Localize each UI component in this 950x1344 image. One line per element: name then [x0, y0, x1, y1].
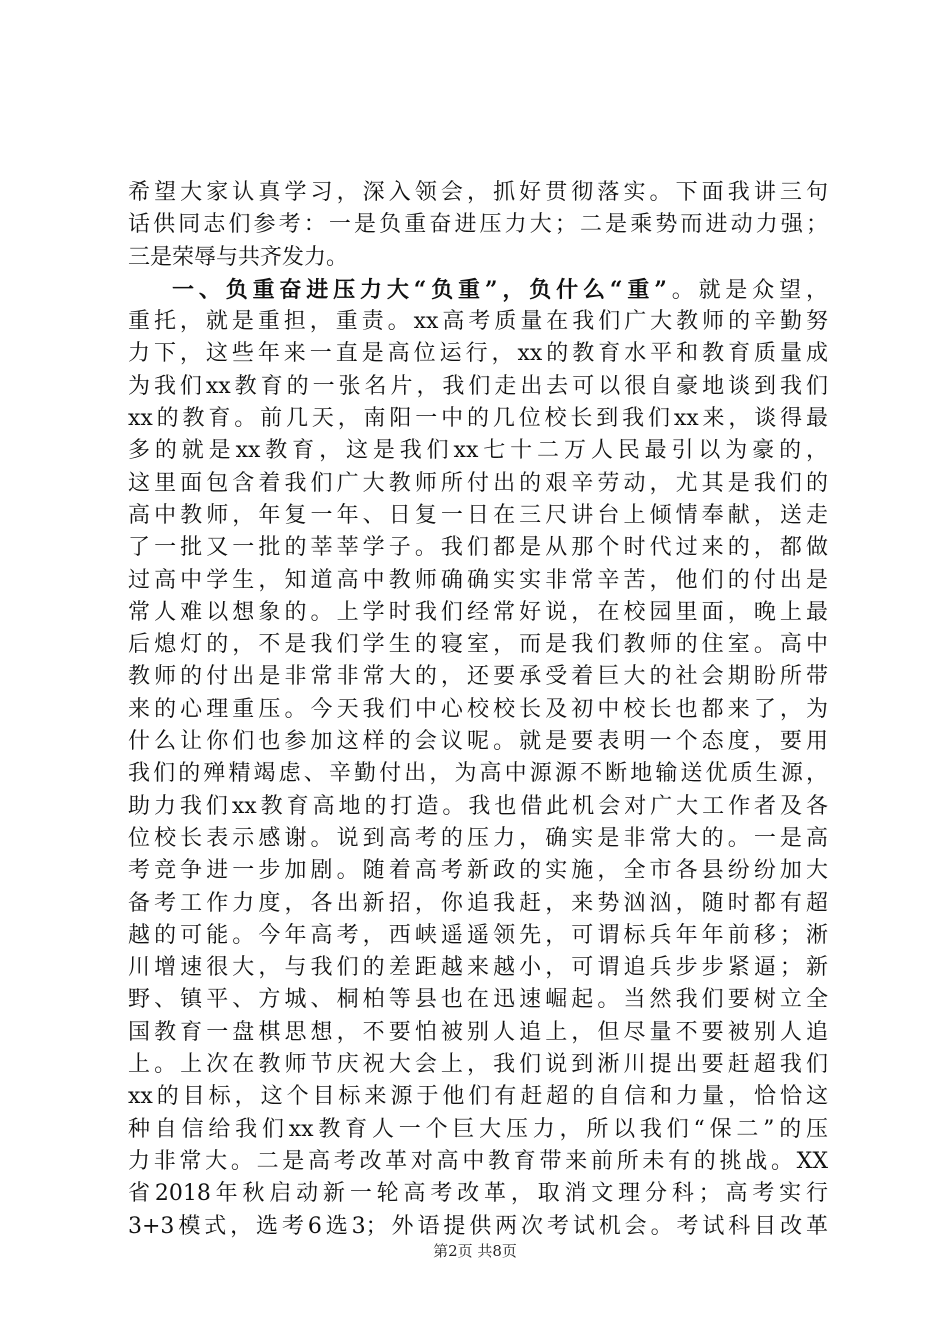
text-line	[128, 855, 828, 887]
line-text: 国教育一盘棋思想，不要怕被别人追上，但尽量不要被别人追	[128, 1019, 828, 1045]
line-text: 这里面包含着我们广大教师所付出的艰辛劳动，尤其是我们的	[128, 470, 828, 496]
text-line	[128, 1146, 828, 1178]
line-text: 力下，这些年来一直是高位运行，xx的教育水平和教育质量成	[128, 341, 828, 367]
line-text: 高中教师，年复一年、日复一日在三尺讲台上倾情奉献，送走	[128, 502, 828, 528]
text-line	[128, 468, 828, 500]
text-line	[128, 435, 828, 467]
page-number-footer: 第2页 共8页	[433, 1242, 517, 1260]
text-line	[128, 758, 828, 790]
text-line	[128, 597, 828, 629]
text-line	[128, 177, 828, 209]
line-text: 重托，就是重担，重责。xx高考质量在我们广大教师的辛勤努	[128, 309, 828, 335]
line-text: 后熄灯的，不是我们学生的寝室，而是我们教师的住室。高中	[128, 632, 828, 658]
line-text: 。就是众望，	[666, 277, 828, 303]
line-text: 来的心理重压。今天我们中心校校长及初中校长也都来了，为	[128, 696, 828, 722]
text-line	[128, 1017, 828, 1049]
line-text: 越的可能。今年高考，西峡遥遥领先，可谓标兵年年前移；淅	[128, 922, 828, 948]
line-text: 3+3模式，选考6选3；外语提供两次考试机会。考试科目改革	[128, 1213, 828, 1239]
text-line	[128, 403, 828, 435]
line-text: 话供同志们参考：一是负重奋进压力大；二是乘势而进动力强；	[128, 212, 828, 238]
line-text: 川增速很大，与我们的差距越来越小，可谓追兵步步紧逼；新	[128, 955, 828, 981]
line-text: 野、镇平、方城、桐柏等县也在迅速崛起。当然我们要树立全	[128, 987, 828, 1013]
text-line	[128, 500, 828, 532]
text-line	[128, 726, 828, 758]
line-text: 多的就是xx教育，这是我们xx七十二万人民最引以为豪的，	[128, 438, 828, 464]
line-text: 三是荣辱与共齐发力。	[128, 244, 349, 270]
text-line	[128, 338, 828, 370]
line-text: 上。上次在教师节庆祝大会上，我们说到淅川提出要赶超我们	[128, 1052, 828, 1078]
line-text: 常人难以想象的。上学时我们经常好说，在校园里面，晚上最	[128, 599, 828, 625]
text-line	[128, 274, 828, 306]
text-line	[128, 661, 828, 693]
document-body	[128, 177, 828, 1243]
line-text: 备考工作力度，各出新招，你追我赶，来势汹汹，随时都有超	[128, 890, 828, 916]
text-line	[128, 371, 828, 403]
text-line	[128, 984, 828, 1016]
line-text: 助力我们xx教育高地的打造。我也借此机会对广大工作者及各	[128, 793, 828, 819]
line-text: xx的教育。前几天，南阳一中的几位校长到我们xx来，谈得最	[128, 406, 828, 432]
line-text: 希望大家认真学习，深入领会，抓好贯彻落实。下面我讲三句	[128, 180, 828, 205]
text-line	[128, 209, 828, 241]
text-line	[128, 888, 828, 920]
text-line	[128, 1178, 828, 1210]
text-line	[128, 952, 828, 984]
line-text: 种自信给我们xx教育人一个巨大压力，所以我们“保二”的压	[128, 1116, 828, 1142]
text-line	[128, 694, 828, 726]
section-heading: 一、负重奋进压力大“负重”，负什么“重”	[172, 276, 667, 303]
text-line	[128, 823, 828, 855]
line-text: 我们的殚精竭虑、辛勤付出，为高中源源不断地输送优质生源，	[128, 761, 828, 787]
text-line	[128, 1081, 828, 1113]
text-line	[128, 242, 828, 274]
line-text: 为我们xx教育的一张名片，我们走出去可以很自豪地谈到我们	[128, 373, 828, 399]
line-text: xx的目标，这个目标来源于他们有赶超的自信和力量，恰恰这	[128, 1084, 828, 1110]
line-text: 力非常大。二是高考改革对高中教育带来前所未有的挑战。XX	[128, 1148, 828, 1174]
line-text: 了一批又一批的莘莘学子。我们都是从那个时代过来的，都做	[128, 535, 828, 561]
text-line	[128, 532, 828, 564]
text-line	[128, 1049, 828, 1081]
line-text: 位校长表示感谢。说到高考的压力，确实是非常大的。一是高	[128, 825, 828, 851]
text-line	[128, 629, 828, 661]
line-text: 省2018年秋启动新一轮高考改革，取消文理分科；高考实行	[128, 1181, 828, 1207]
line-text: 考竞争进一步加剧。随着高考新政的实施，全市各县纷纷加大	[128, 858, 828, 884]
line-text: 过高中学生，知道高中教师确确实实非常辛苦，他们的付出是	[128, 567, 828, 593]
text-line	[128, 920, 828, 952]
text-line	[128, 306, 828, 338]
text-line	[128, 791, 828, 823]
line-text: 什么让你们也参加这样的会议呢。就是要表明一个态度，要用	[128, 729, 828, 755]
text-line	[128, 1211, 828, 1243]
text-line	[128, 1114, 828, 1146]
line-text: 教师的付出是非常非常大的，还要承受着巨大的社会期盼所带	[128, 664, 828, 690]
text-line	[128, 565, 828, 597]
